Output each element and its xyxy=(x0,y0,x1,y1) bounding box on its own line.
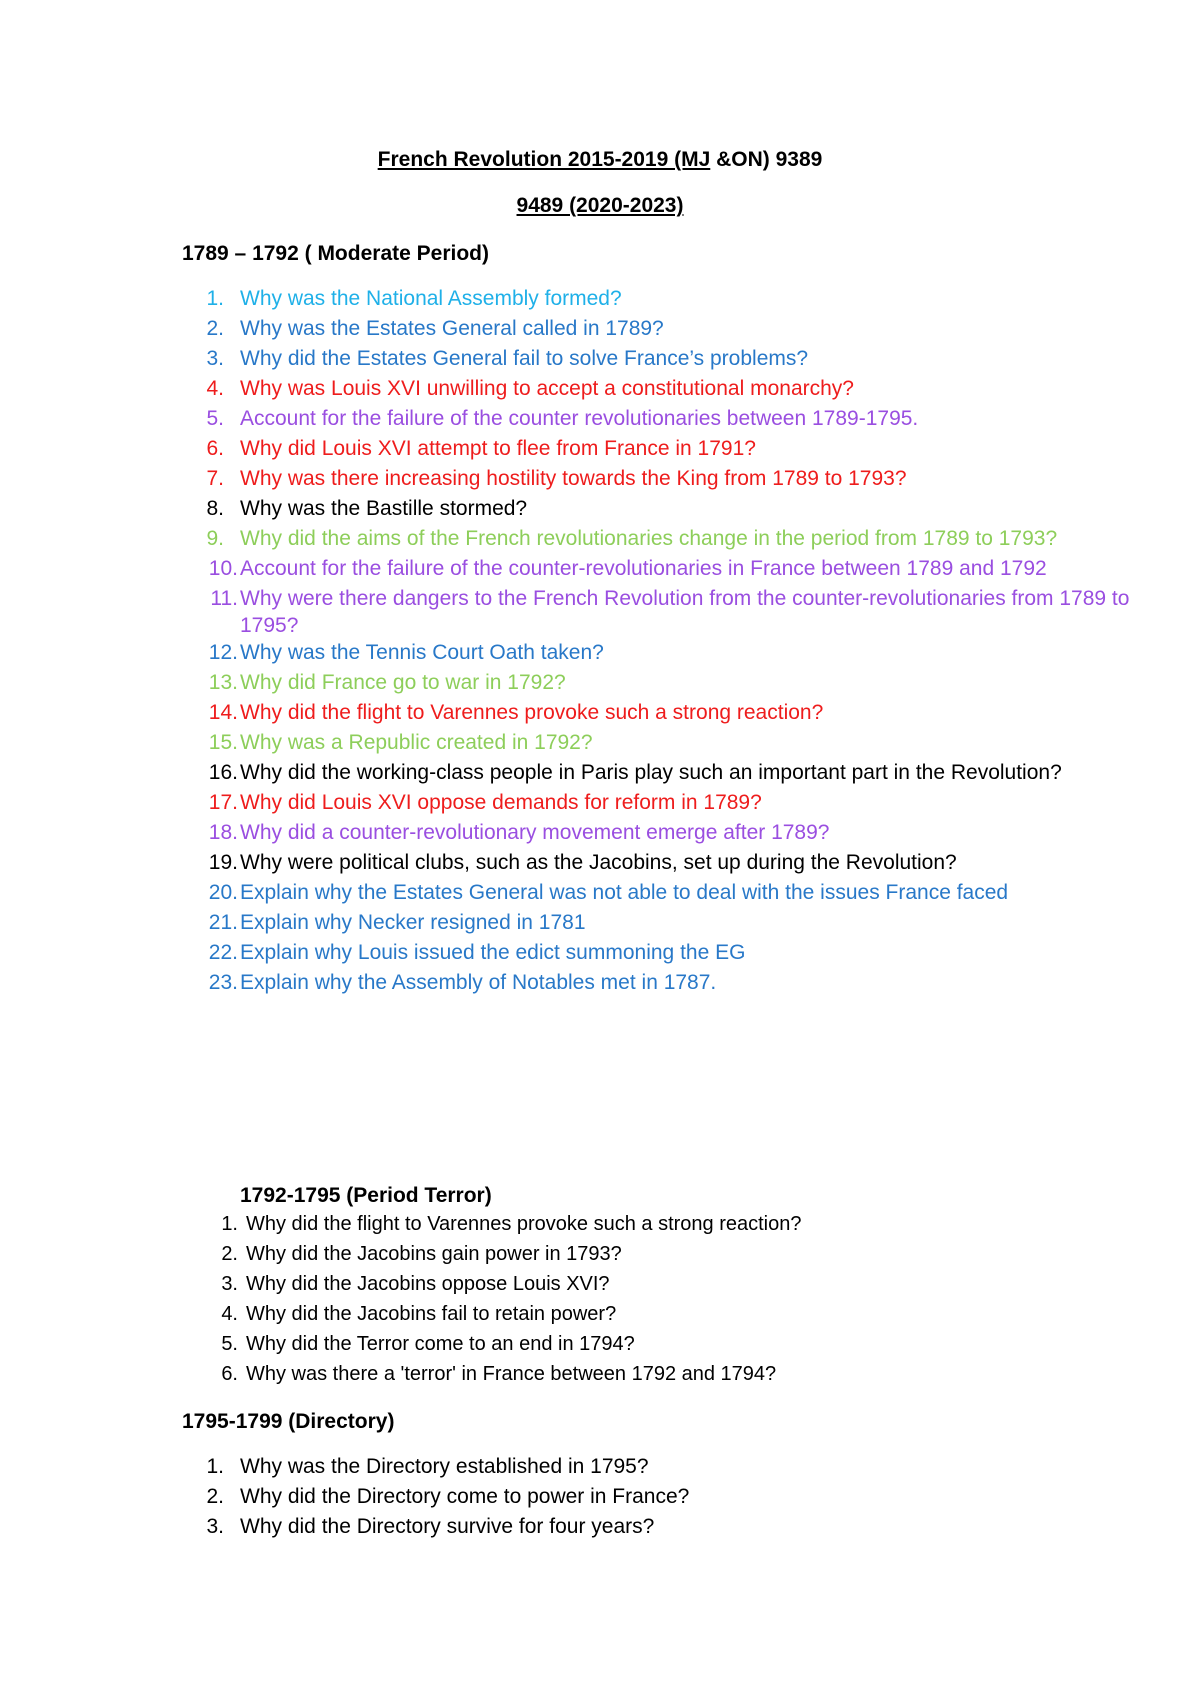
question-number: 2. xyxy=(206,1485,224,1508)
question-text: Why did the Jacobins oppose Louis XVI? xyxy=(246,1273,610,1295)
question-item xyxy=(186,315,1146,345)
question-text: Why did Louis XVI oppose demands for reform in 1789? xyxy=(240,791,762,814)
question-item xyxy=(186,435,1146,465)
question-text: Why did Louis XVI attempt to flee from France in 1791? xyxy=(240,437,756,460)
document-title xyxy=(0,146,1200,174)
question-number: 6. xyxy=(221,1363,238,1385)
question-text: Why was the Bastille stormed? xyxy=(240,497,528,520)
question-number: 5. xyxy=(206,407,224,430)
question-number: 18. xyxy=(208,821,238,844)
question-item xyxy=(186,375,1146,405)
question-number: 5. xyxy=(221,1333,238,1355)
question-item xyxy=(218,1361,1118,1391)
question-item xyxy=(186,789,1146,819)
question-text: Explain why the Estates General was not able to deal with the issues France faced xyxy=(240,881,1009,904)
question-item xyxy=(186,729,1146,759)
question-text: Why did France go to war in 1792? xyxy=(240,671,566,694)
question-number: 16. xyxy=(208,761,238,784)
question-text: Why did the Directory survive for four years? xyxy=(240,1515,655,1538)
question-item xyxy=(218,1271,1118,1301)
question-text: Why was Louis XVI unwilling to accept a constitutional monarchy? xyxy=(240,377,854,400)
question-item xyxy=(186,939,1146,969)
question-text: Why did the Directory come to power in France? xyxy=(240,1485,690,1508)
question-text: Why did the Jacobins fail to retain power? xyxy=(246,1303,617,1325)
question-item xyxy=(186,345,1146,375)
question-number: 10. xyxy=(208,557,238,580)
question-item xyxy=(186,1483,1086,1513)
question-item xyxy=(186,669,1146,699)
question-item xyxy=(186,555,1146,585)
question-number: 4. xyxy=(221,1303,238,1325)
question-item xyxy=(186,1453,1086,1483)
question-text: Why did the aims of the French revolutionaries change in the period from 1789 to 1793? xyxy=(240,527,1058,550)
question-number: 11. xyxy=(210,587,238,610)
question-list-terror xyxy=(218,1211,1118,1391)
question-text: Why was the National Assembly formed? xyxy=(240,287,622,310)
question-number: 14. xyxy=(208,701,238,724)
question-item xyxy=(218,1211,1118,1241)
question-item xyxy=(186,495,1146,525)
question-text: Account for the failure of the counter revolutionaries between 1789-1795. xyxy=(240,407,919,430)
question-text: Why did the flight to Varennes provoke such a strong reaction? xyxy=(240,701,824,724)
question-number: 8. xyxy=(206,497,224,520)
question-number: 23. xyxy=(208,971,238,994)
question-text: Why was the Estates General called in 1789? xyxy=(240,317,664,340)
question-item xyxy=(186,285,1146,315)
question-number: 12. xyxy=(208,641,238,664)
question-number: 1. xyxy=(221,1213,238,1235)
question-item xyxy=(186,909,1146,939)
question-number: 13. xyxy=(208,671,238,694)
question-item xyxy=(186,1513,1086,1543)
question-item xyxy=(186,819,1146,849)
question-number: 6. xyxy=(206,437,224,460)
question-item xyxy=(218,1301,1118,1331)
section-heading-directory: 1795-1799 (Directory) xyxy=(182,1410,395,1433)
question-number: 2. xyxy=(206,317,224,340)
question-text: Why did the Jacobins gain power in 1793? xyxy=(246,1243,622,1265)
section-heading-moderate: 1789 – 1792 ( Moderate Period) xyxy=(182,242,489,265)
question-text: Explain why the Assembly of Notables met in 1787. xyxy=(240,971,717,994)
question-item xyxy=(186,969,1146,999)
question-item xyxy=(186,699,1146,729)
question-text: Account for the failure of the counter-revolutionaries in France between 1789 and 1792 xyxy=(240,557,1047,580)
question-number: 1. xyxy=(206,1455,224,1478)
question-text: Why did the Terror come to an end in 1794? xyxy=(246,1333,635,1355)
question-item xyxy=(186,849,1146,879)
question-list-directory xyxy=(186,1453,1086,1543)
question-text: Explain why Necker resigned in 1781 xyxy=(240,911,586,934)
question-text: Why was the Tennis Court Oath taken? xyxy=(240,641,604,664)
question-text: Why did the working-class people in Paris play such an important part in the Revolution? xyxy=(240,761,1062,784)
document-subtitle xyxy=(0,192,1200,220)
question-number: 15. xyxy=(208,731,238,754)
question-item xyxy=(186,585,1146,639)
question-item xyxy=(186,879,1146,909)
section-heading-terror: 1792-1795 (Period Terror) xyxy=(240,1184,492,1207)
question-item xyxy=(186,525,1146,555)
question-number: 17. xyxy=(208,791,238,814)
question-text: Why were there dangers to the French Revolution from the counter-revolutionaries from 1789 to 1795? xyxy=(240,587,1130,637)
question-text: Why did the flight to Varennes provoke such a strong reaction? xyxy=(246,1213,802,1235)
question-item xyxy=(218,1331,1118,1361)
question-text: Why was the Directory established in 1795? xyxy=(240,1455,649,1478)
question-number: 22. xyxy=(208,941,238,964)
question-item xyxy=(186,639,1146,669)
question-number: 3. xyxy=(206,347,224,370)
question-number: 9. xyxy=(206,527,224,550)
question-number: 4. xyxy=(206,377,224,400)
title-rest: &ON) 9389 xyxy=(710,148,823,171)
question-text: Why did a counter-revolutionary movement emerge after 1789? xyxy=(240,821,830,844)
question-text: Why was there increasing hostility towards the King from 1789 to 1793? xyxy=(240,467,907,490)
question-number: 1. xyxy=(206,287,224,310)
question-item xyxy=(186,759,1146,789)
title-underlined-part: French Revolution 2015-2019 (MJ xyxy=(377,148,711,171)
question-number: 3. xyxy=(206,1515,224,1538)
question-list-moderate xyxy=(186,285,1146,999)
question-text: Why did the Estates General fail to solve France’s problems? xyxy=(240,347,809,370)
question-text: Why were political clubs, such as the Jacobins, set up during the Revolution? xyxy=(240,851,957,874)
question-text: Explain why Louis issued the edict summoning the EG xyxy=(240,941,746,964)
question-item xyxy=(186,465,1146,495)
question-number: 19. xyxy=(208,851,238,874)
question-number: 21. xyxy=(208,911,238,934)
question-text: Why was a Republic created in 1792? xyxy=(240,731,593,754)
subtitle-text: 9489 (2020-2023) xyxy=(516,194,684,217)
question-item xyxy=(218,1241,1118,1271)
question-number: 3. xyxy=(221,1273,238,1295)
question-number: 2. xyxy=(221,1243,238,1265)
question-number: 20. xyxy=(208,881,238,904)
question-item xyxy=(186,405,1146,435)
question-text: Why was there a 'terror' in France between 1792 and 1794? xyxy=(246,1363,777,1385)
question-number: 7. xyxy=(206,467,224,490)
